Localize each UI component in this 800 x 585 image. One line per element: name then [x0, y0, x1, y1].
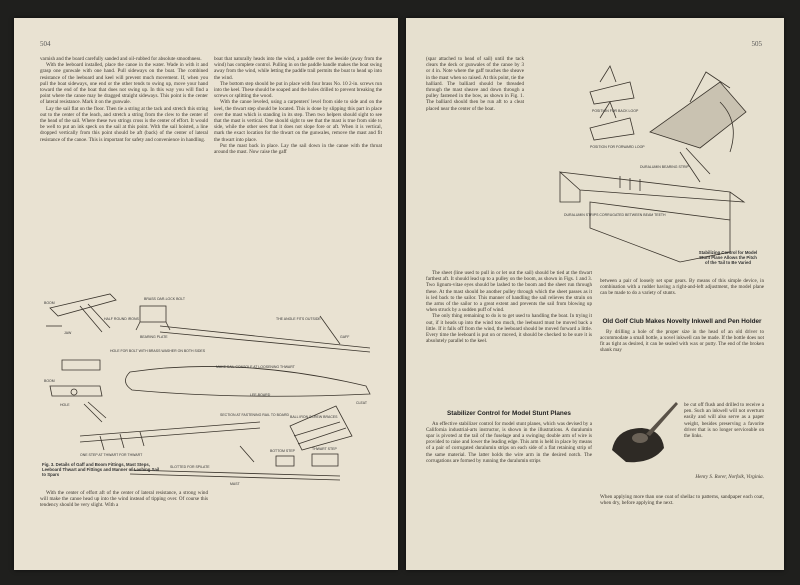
figure-label: BOTTOM STEP [270, 449, 296, 453]
article-headline: Stabilizer Control for Model Stunt Planes [447, 410, 571, 417]
figure-label: BOOM [44, 379, 55, 383]
figure-label: BOOM [44, 301, 55, 305]
paragraph: With the leeboard installed, place the canoe in the water. Wade in with it and grasp one gunwale with one hand. Pull sideways on the boat. The combined resistance of the leeboard and keel will prevent much movement. If, when you pull the boat sideways, one end or the other tends to swing up, move your hand toward the end of the boat that does not swing up. In this way you will find a point where the canoe may be dragged straight sideways. This point is the center of lateral resistance. Mark it on the gunwale. [40, 62, 208, 106]
gaff-boom-figure [40, 286, 382, 486]
signature: Henry S. Rorer, Norfolk, Virginia. [695, 474, 764, 480]
paragraph: be cut off flush and drilled to receive a pen. Such an inkwell will not overturn easily and will also serve as a paper weight, besides preserving a favorite driver that is no longer serviceable on the links. [684, 402, 764, 440]
figure-label: SLOTTED FOR SPILATE [170, 465, 210, 469]
stabilizer-article [426, 408, 592, 464]
right-col1 [426, 56, 524, 112]
right-page [406, 18, 784, 570]
golf-club-article [600, 316, 764, 353]
figure-label: BRASS OAR-LOCK BOLT [144, 297, 185, 301]
page-number: 504 [40, 40, 51, 48]
figure-label: POSITION FOR BACK LOOP [592, 109, 639, 113]
paragraph: Put the mast back in place. Lay the sail down in the canoe with the throat around the mast. Now raise the gaff [214, 142, 382, 156]
right-col2-top [600, 278, 764, 297]
paragraph: (spar attached to head of sail) until the tack clears the deck or gunwales of the canoe by 3 or 4 in. Note where the gaff touches the sheave in the mast when so raised. At this point, tie the halliard. The balliard should be threaded through the mast sheave and down through a pulley fastened in the bow, as shown in Fig. 1. The balliard should then be run aft to a cleat placed near the center of the boat. [426, 56, 524, 112]
figure-label: DURALUMIN BEARING STRIP [640, 165, 689, 169]
figure-label: BALL IRON SCREW BRACES [290, 415, 338, 419]
figure-label: LEE-BOARD [250, 393, 271, 397]
left-page [14, 18, 398, 570]
figure-label: SECTION AT FASTENING RAIL TO BOARD [220, 413, 290, 417]
paragraph: boat that naturally heads into the wind, a paddle over the leeside (away from the wind) has complete control. Pulling in on the paddle handle makes the boat swing away from the wind, while letting the paddle trail permits the boat to head up into the wind. [214, 56, 382, 81]
figure-caption: Stabilizing Control for Model Stunt Plane Allows the Pitch of the Tail to Be Varied [698, 250, 758, 266]
paragraph: When applying more than one coat of shellac to patterns, sandpaper each coat, when dry, before applying the next. [600, 494, 764, 507]
figure-label: THE ANGLE FITS OUTSIDE [276, 317, 321, 321]
figure-label: HOLE [60, 403, 70, 407]
paragraph: The bottom step should be put in place with four brass No. 10 2-in. screws run into the keel. These should be soaped and the holes drilled to prevent breaking the screws or splitting the wood. [214, 80, 382, 100]
figure-label: POSITION FOR FORWARD LOOP [590, 145, 645, 149]
left-col2 [214, 56, 382, 155]
paragraph: With the canoe leveled, using a carpenters' level from side to side and on the keel, the thwart step should be located. This is done by slipping this part in place over the mast which is standing in its step. Then two helpers should sight to see that the mast is vertical. One should sight to see that the mast is true from side to side, while the other sees that it does not slope fore or aft. When it is vertical, mark the exact location for the thwart on the gunwales, remove the mast and fit the thwart into place. [214, 99, 382, 143]
paragraph: With the center of effort aft of the center of lateral resistance, a strong wind will make the canoe head up into the wind instead of tipping over. Of course this tendency should be very slight. With a [40, 490, 208, 509]
figure-label: JAW [64, 331, 72, 335]
figure-label: MAST [230, 482, 240, 486]
page-number: 505 [751, 40, 762, 48]
figure-caption: Fig. 3. Details of Gaff and Boom Fittings, Mast Steps, Leeboard Thwart and Fittings and Manner of Lashing Sail to Spars [42, 462, 160, 478]
shellac-tip [600, 494, 764, 506]
article-headline: Old Golf Club Makes Novelty Inkwell and Pen Holder [602, 318, 762, 325]
figure-label: CLEAT [356, 401, 368, 405]
paragraph: Lay the sail flat on the floor. Then tie a string at the tack and stretch this string out to the center of the leach, and stretch a string from the clew to the center of the head of the sail. Where these two strings cross is the center of effort. It would be well to put an ink speck on the sail at this point. With the sail hoisted, a line dropped vertically from this point should be aft (back) of the center of lateral resistance of the canoe. This is important for safety and convenience in handling. [40, 105, 208, 143]
paragraph: An effective stabilizer control for model stunt planes, which was devised by a California industrial-arts instructor, is shown in the illustrations. A duralumin spar is pivoted at the tail of the fuselage and a swinging double arm of wire is provided to raise and lower the leading edge. This arm is held in place by means of a pair of corrugated duralumin strips on each side of a flat retaining strip of the same material. The latter holds the wire arm in the desired notch. The corrugations are formed by running the duralumin strips [426, 420, 592, 464]
paragraph: varnish and the board carefully sanded and oil-rubbed for absolute smoothness. [40, 56, 202, 62]
right-col1-cont [426, 270, 592, 344]
figure-label: GAFF [340, 335, 350, 339]
paragraph: By drilling a hole of the proper size in the head of an old driver to accommodate a small bottle, a novel inkwell can be made. If the bottle does not fit as tight as desired, it can be sealed with wax or putty. The end of the broken shank may [600, 328, 764, 354]
paragraph: The sheet (line used to pull in or let out the sail) should be tied at the thwart farthest aft. It should lead up to a pulley on the boom, as shown in Figs. 1 and 3. Two lignum-vitae eyes should be lashed to the boom and the sheet run through these. At the mast should be another pulley through which the sheet passes as it is led back to the sailor. This manner of handling the sail relieves the strain on the arms of the sailor to a great extent and prevents the sail from blowing up when struck by a sudden puff of wind. [426, 270, 592, 314]
golf-inkwell-figure [602, 398, 682, 476]
figure-label: ONE STEP AT THWART FOR THWART [80, 453, 143, 457]
left-col1 [40, 56, 208, 143]
figure-label: HALF ROUND IRONS [104, 317, 139, 321]
stunt-plane-figure [530, 52, 766, 274]
golf-club-article-cont [684, 402, 764, 439]
figure-label: BEARING PLATE [140, 335, 168, 339]
figure-label: HOLE FOR BOLT WITH BRASS WASHER ON BOTH SIDES [110, 349, 206, 353]
paragraph: The only thing remaining to do is to get used to handling the boat. In trying it out, if it heads up into the wind too much, the leeboard must be moved back a little. If it falls off from the wind, the leeboard should be moved forward a little. Every time the leeboard is put on or moved, it should be checked to be sure it is absolutely parallel to the keel. [426, 313, 592, 345]
figure-label: THWART STEP [312, 447, 337, 451]
left-col1-bottom [40, 490, 208, 509]
figure-label: DURALUMIN STRIPS CORRUGATED BETWEEN BEAM TEETH [564, 213, 666, 217]
paragraph: between a pair of loosely set spur gears. By means of this simple device, in combination with a rudder having a right-and-left adjustment, the model plane can be made to do a variety of stunts. [600, 278, 764, 297]
figure-label: MAKE SAIL CONSOLE AT LOOSENING THWART [216, 365, 295, 369]
